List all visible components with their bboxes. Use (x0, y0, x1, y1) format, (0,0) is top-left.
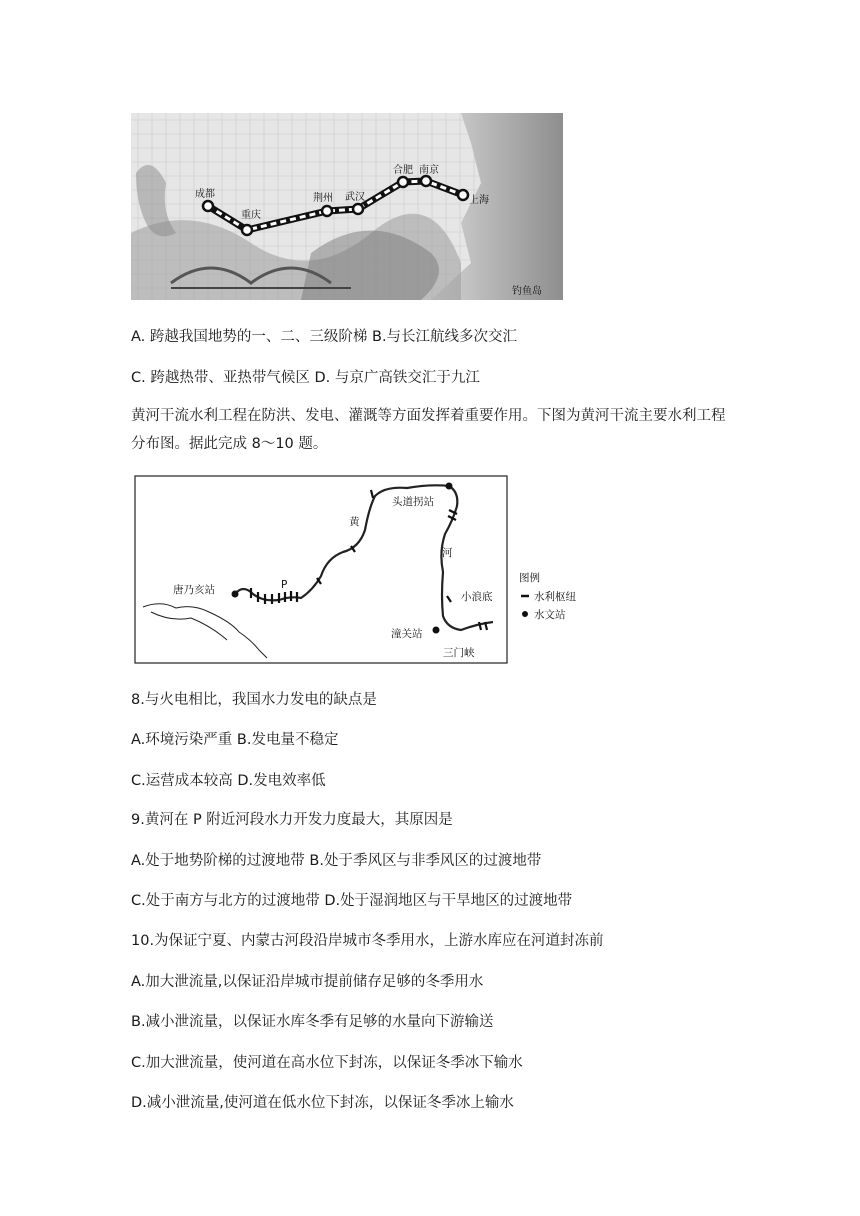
q8-options-line-2: C.运营成本较高 D.发电效率低 (131, 773, 326, 789)
rail-map (131, 113, 563, 300)
river-map (131, 472, 601, 667)
city-chongqing: 重庆 (241, 210, 261, 221)
island-label: 钓鱼岛 (512, 286, 542, 297)
label-huang: 黄 (349, 516, 360, 528)
label-he: 河 (442, 547, 453, 559)
q9-stem: 9.黄河在 P 附近河段水力开发力度最大，其原因是 (131, 812, 453, 828)
label-tangnaihai: 唐乃亥站 (173, 584, 215, 596)
city-chengdu: 成都 (195, 189, 215, 200)
label-sanmenxia: 三门峡 (443, 647, 475, 659)
q9-options-line-2: C.处于南方与北方的过渡地带 D.处于湿润地区与干旱地区的过渡地带 (131, 893, 573, 909)
city-shanghai: 上海 (469, 195, 489, 206)
river-map-figure (131, 472, 601, 667)
rail-map-figure (131, 113, 563, 300)
q10-options-line-3: C.加大泄流量，使河道在高水位下封冻，以保证冬季冰下输水 (131, 1055, 523, 1071)
q10-options-line-4: D.减小泄流量,使河道在低水位下封冻，以保证冬季冰上输水 (131, 1095, 514, 1111)
q9-options-line-1: A.处于地势阶梯的过渡地带 B.处于季风区与非季风区的过渡地带 (131, 853, 542, 869)
label-p: P (281, 579, 288, 591)
q7-options-line-2: C. 跨越热带、亚热带气候区 D. 与京广高铁交汇于九江 (131, 370, 480, 386)
legend-dam-label: 水利枢纽 (534, 591, 576, 603)
q10-options-line-2: B.减小泄流量，以保证水库冬季有足够的水量向下游输送 (131, 1014, 494, 1030)
label-tongguan: 潼关站 (391, 628, 423, 640)
q7-options-line-1: A. 跨越我国地势的一、二、三级阶梯 B.与长江航线多次交汇 (131, 329, 518, 345)
city-jingzhou: 荆州 (313, 193, 333, 204)
city-nanjing: 南京 (419, 165, 439, 176)
label-xiaolangdi: 小浪底 (461, 591, 493, 603)
q10-options-line-1: A.加大泄流量,以保证沿岸城市提前储存足够的冬季用水 (131, 974, 484, 990)
city-wuhan: 武汉 (345, 192, 365, 203)
q8-stem: 8.与火电相比，我国水力发电的缺点是 (131, 692, 377, 708)
label-toudaoguai: 头道拐站 (392, 496, 434, 508)
legend-station-icon (522, 611, 528, 617)
q8-options-line-1: A.环境污染严重 B.发电量不稳定 (131, 732, 339, 748)
legend-station-label: 水文站 (534, 609, 566, 621)
city-hefei: 合肥 (393, 165, 413, 176)
q10-stem: 10.为保证宁夏、内蒙古河段沿岸城市冬季用水，上游水库应在河道封冻前 (131, 933, 604, 949)
legend-title: 图例 (519, 572, 540, 584)
intro-paragraph: 黄河干流水利工程在防洪、发电、灌溉等方面发挥着重要作用。下图为黄河干流主要水利工程分布图。据此完成 8～10 题。 (131, 408, 726, 452)
